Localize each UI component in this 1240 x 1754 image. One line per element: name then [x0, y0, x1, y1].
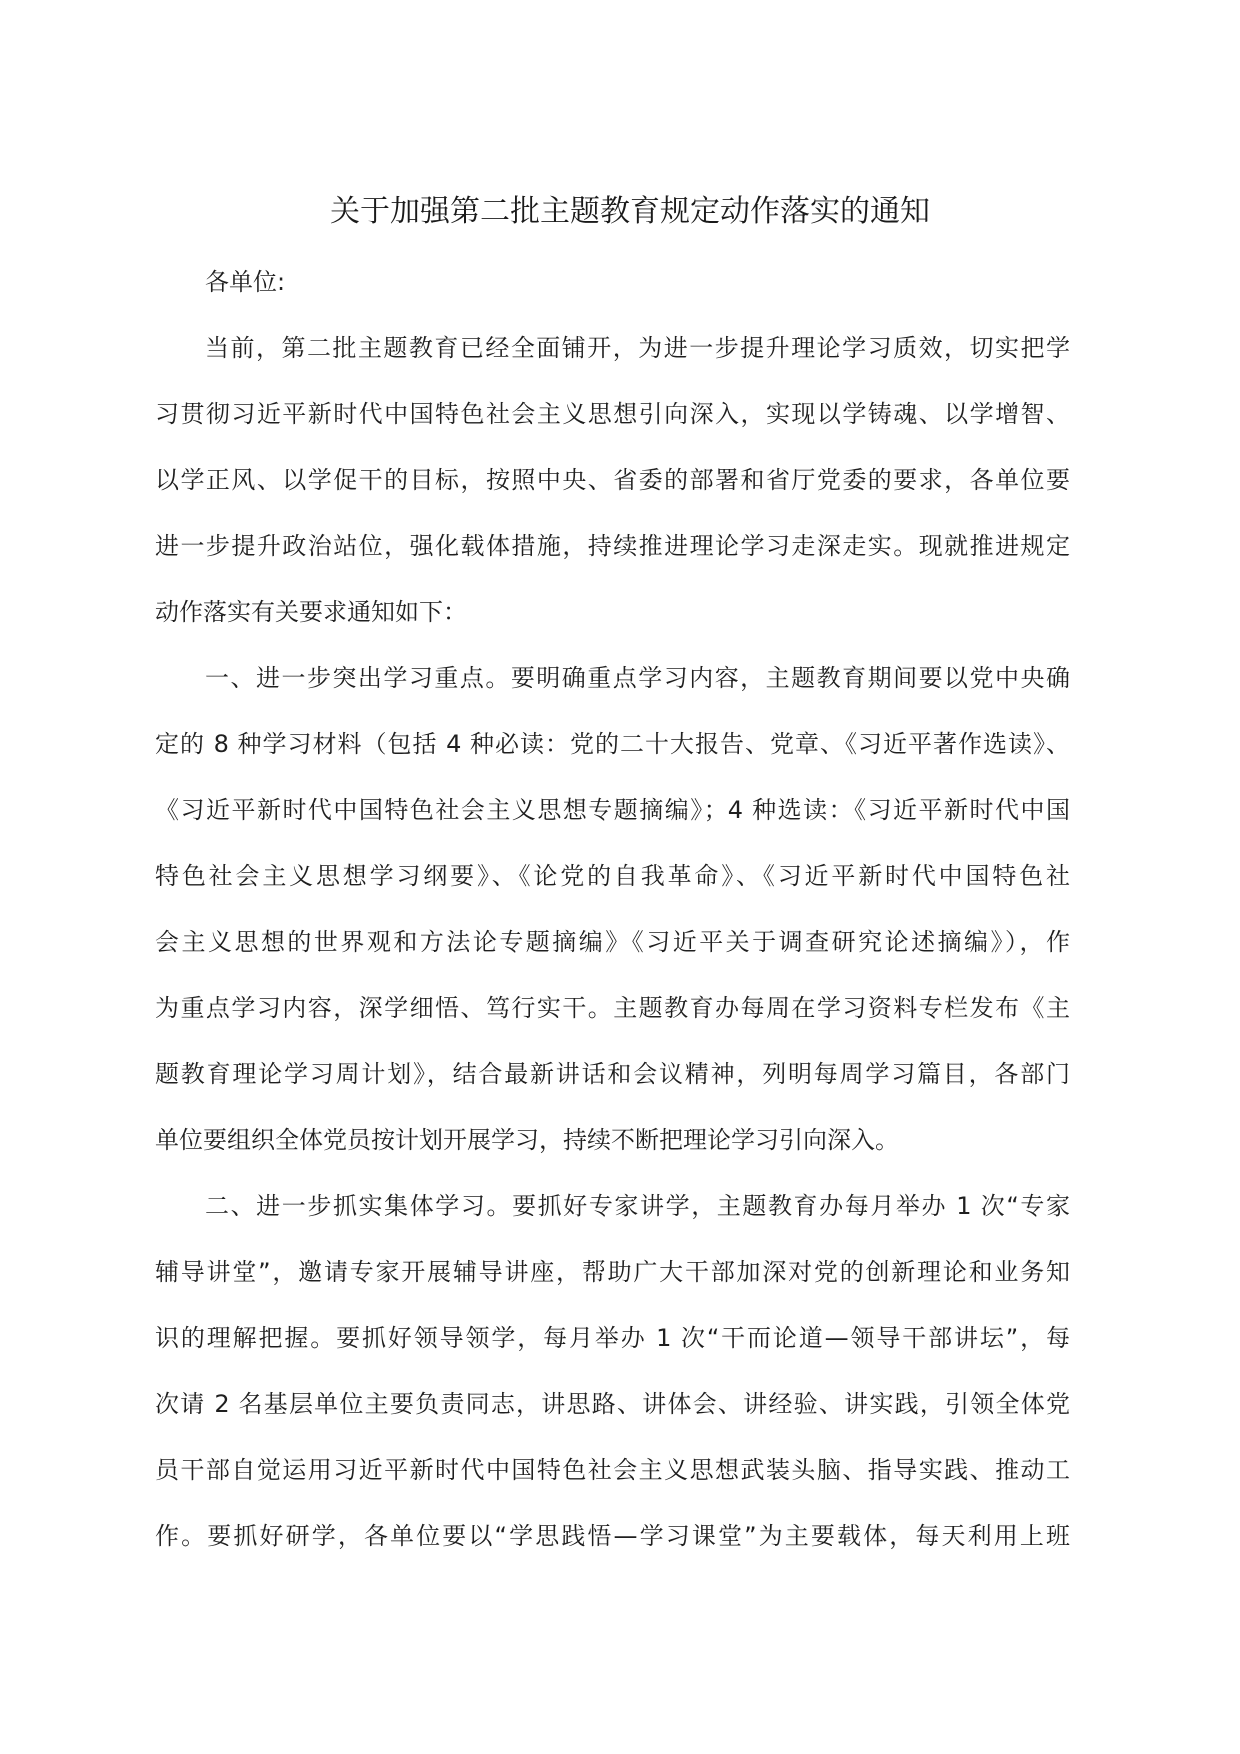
document-body: [155, 249, 1070, 1569]
paragraph-line: 《习近平新时代中国特色社会主义思想专题摘编》；4 种选读：《习近平新时代中国: [155, 796, 1070, 824]
paragraph-line: 习贯彻习近平新时代中国特色社会主义思想引向深入，实现以学铸魂、以学增智、: [155, 400, 1070, 428]
paragraph-line: 识的理解把握。要抓好领导领学，每月举办 1 次“干而论道—领导干部讲坛”，每: [155, 1324, 1070, 1352]
paragraph-line: 单位要组织全体党员按计划开展学习，持续不断把理论学习引向深入。: [155, 1126, 899, 1154]
paragraph-line: 为重点学习内容，深学细悟、笃行实干。主题教育办每周在学习资料专栏发布《主: [155, 994, 1070, 1022]
paragraph-intro: [155, 315, 1070, 645]
paragraph-line: 作。要抓好研学，各单位要以“学思践悟—学习课堂”为主要载体，每天利用上班: [155, 1522, 1070, 1550]
paragraph-line: 动作落实有关要求通知如下：: [155, 598, 467, 626]
paragraph-line: 题教育理论学习周计划》，结合最新讲话和会议精神，列明每周学习篇目，各部门: [155, 1060, 1070, 1088]
paragraph-line: 会主义思想的世界观和方法论专题摘编》《习近平关于调查研究论述摘编》），作: [155, 928, 1070, 956]
paragraph-line: 以学正风、以学促干的目标，按照中央、省委的部署和省厅党委的要求，各单位要: [155, 466, 1070, 494]
paragraph-line: 定的 8 种学习材料（包括 4 种必读：党的二十大报告、党章、《习近平著作选读》、: [155, 730, 1070, 758]
paragraph-line: 二、进一步抓实集体学习。要抓好专家讲学，主题教育办每月举办 1 次“专家: [205, 1192, 1070, 1220]
document-title: 关于加强第二批主题教育规定动作落实的通知: [330, 194, 930, 229]
paragraph-line: 员干部自觉运用习近平新时代中国特色社会主义思想武装头脑、指导实践、推动工: [155, 1456, 1070, 1484]
salutation: 各单位:: [205, 268, 286, 296]
paragraph-line: 进一步提升政治站位，强化载体措施，持续推进理论学习走深走实。现就推进规定: [155, 532, 1070, 560]
paragraph-line: 次请 2 名基层单位主要负责同志，讲思路、讲体会、讲经验、讲实践，引领全体党: [155, 1390, 1070, 1418]
paragraph-line: 辅导讲堂”，邀请专家开展辅导讲座，帮助广大干部加深对党的创新理论和业务知: [155, 1258, 1070, 1286]
paragraph-line: 特色社会主义思想学习纲要》、《论党的自我革命》、《习近平新时代中国特色社: [155, 862, 1070, 890]
paragraph-section-2: [155, 1173, 1070, 1569]
paragraph-line: 一、进一步突出学习重点。要明确重点学习内容，主题教育期间要以党中央确: [205, 664, 1070, 692]
paragraph-line: 当前，第二批主题教育已经全面铺开，为进一步提升理论学习质效，切实把学: [205, 334, 1070, 362]
paragraph-section-1: [155, 645, 1070, 1173]
